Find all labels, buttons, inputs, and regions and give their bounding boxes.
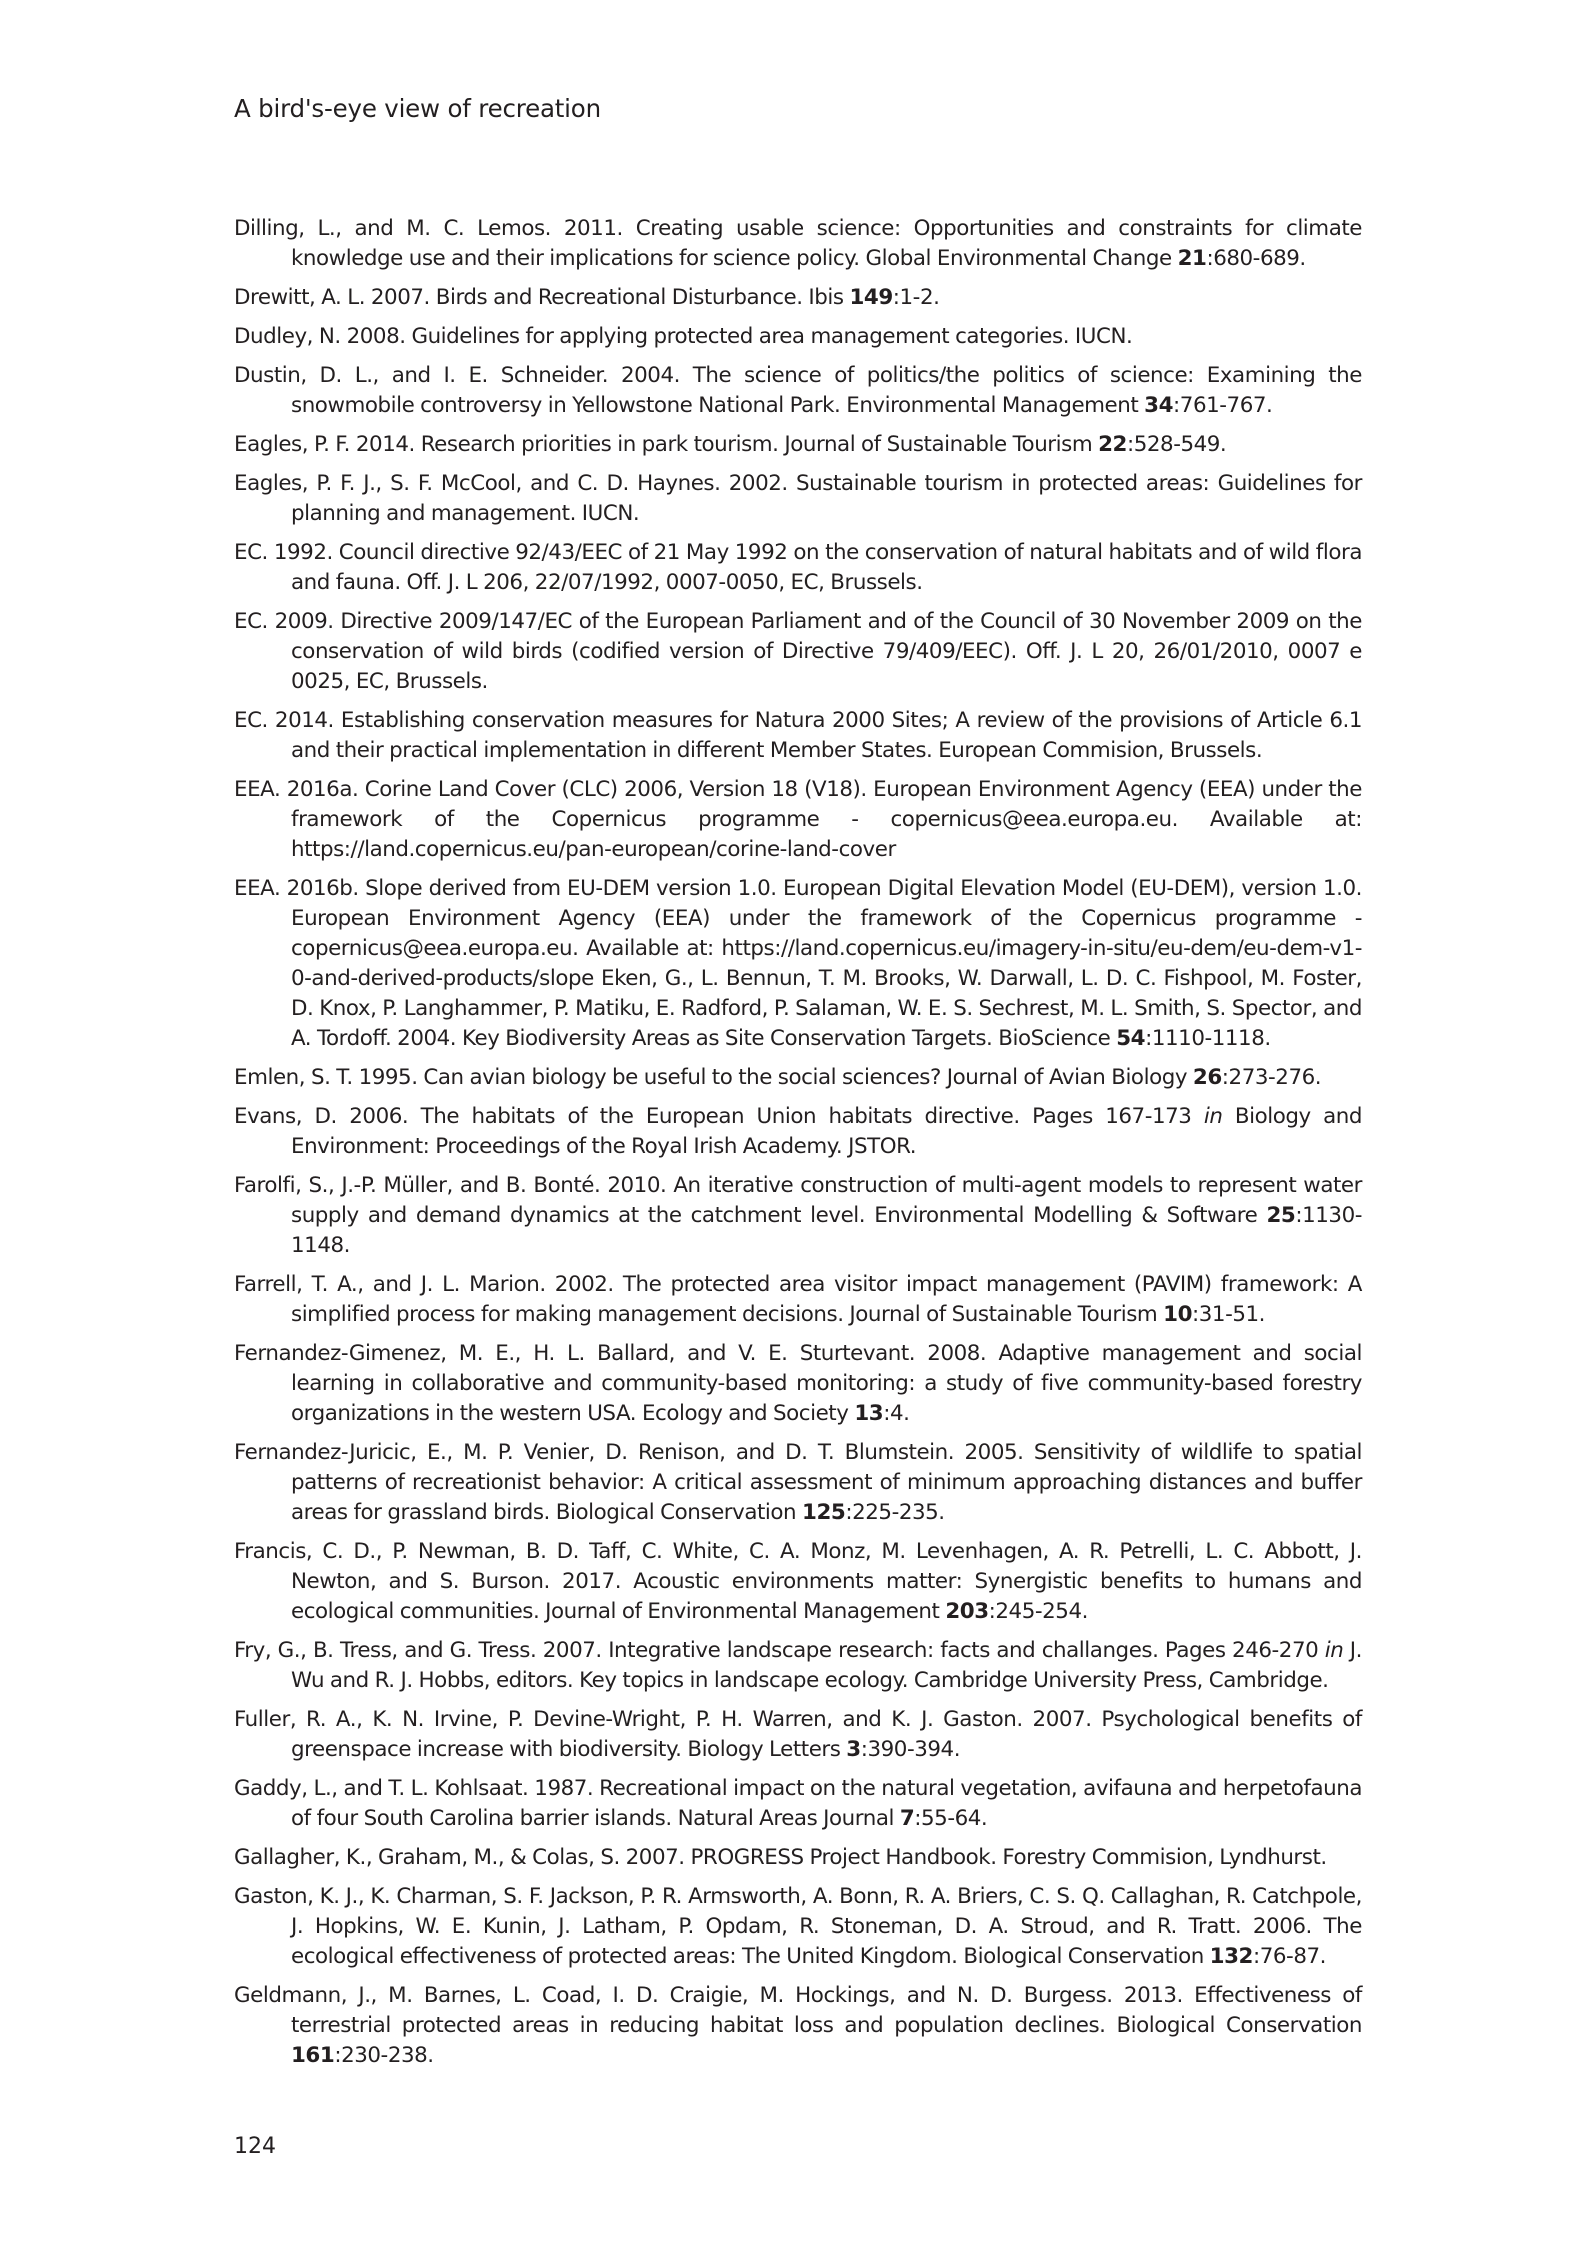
reference-item: Emlen, S. T. 1995. Can avian biology be useful to the social sciences? Journal of Avian Biology 26:273-276. — [234, 1065, 1322, 1090]
reference-item: Evans, D. 2006. The habitats of the European Union habitats directive. Pages 167-173 in Biology and Environment: Proceedings of the Royal Irish Academy. JSTOR. — [234, 1104, 1363, 1159]
reference-item: EC. 1992. Council directive 92/43/EEC of 21 May 1992 on the conservation of natural habitats and of wild flora and fauna. Off. J. L 206, 22/07/1992, 0007-0050, EC, Brussels. — [234, 540, 1362, 595]
reference-item: EC. 2014. Establishing conservation measures for Natura 2000 Sites; A review of the provisions of Article 6.1 and their practical implementation in different Member States. European Commision, Brussels. — [234, 708, 1362, 763]
reference-item: EEA. 2016a. Corine Land Cover (CLC) 2006, Version 18 (V18). European Environment Agency (EEA) under the framework of the Copernicus programme - copernicus@eea.europa.eu. Available at: https://land.copernicus.eu/pan-european/corine-land-cover — [234, 777, 1362, 862]
reference-item: Fernandez-Gimenez, M. E., H. L. Ballard, and V. E. Sturtevant. 2008. Adaptive management and social learning in collaborative and community-based monitoring: a study of five community-based forestry organizations in the western USA. Ecology and Society 13:4. — [234, 1341, 1362, 1426]
reference-item: Gaston, K. J., K. Charman, S. F. Jackson, P. R. Armsworth, A. Bonn, R. A. Briers, C. S. Q. Callaghan, R. Catchpole, J. Hopkins, W. E. Kunin, J. Latham, P. Opdam, R. Stoneman, D. A. Stroud, and R. Tratt. 2006. The ecological effectiveness of protected areas: The United Kingdom. Biological Conservation 132:76-87. — [234, 1884, 1362, 1969]
reference-item: Dustin, D. L., and I. E. Schneider. 2004. The science of politics/the politics of science: Examining the snowmobile controversy in Yellowstone National Park. Environmental Management 34:761-767. — [234, 363, 1362, 418]
reference-item: Fuller, R. A., K. N. Irvine, P. Devine-Wright, P. H. Warren, and K. J. Gaston. 2007. Psychological benefits of greenspace increase with biodiversity. Biology Letters 3:390-394. — [234, 1707, 1362, 1762]
running-title: A bird's-eye view of recreation — [234, 94, 601, 123]
reference-item: Gaddy, L., and T. L. Kohlsaat. 1987. Recreational impact on the natural vegetation, avifauna and herpetofauna of four South Carolina barrier islands. Natural Areas Journal 7:55-64. — [234, 1776, 1362, 1831]
reference-item: Gallagher, K., Graham, M., & Colas, S. 2007. PROGRESS Project Handbook. Forestry Commision, Lyndhurst. — [234, 1845, 1327, 1870]
reference-item: Eagles, P. F. 2014. Research priorities in park tourism. Journal of Sustainable Tourism 22:528-549. — [234, 432, 1227, 457]
reference-item: Drewitt, A. L. 2007. Birds and Recreational Disturbance. Ibis 149:1-2. — [234, 285, 940, 310]
reference-item: Dilling, L., and M. C. Lemos. 2011. Creating usable science: Opportunities and constraints for climate knowledge use and their implications for science policy. Global Environmental Change 21:680-689. — [234, 216, 1362, 271]
reference-item: Eagles, P. F. J., S. F. McCool, and C. D. Haynes. 2002. Sustainable tourism in protected areas: Guidelines for planning and management. IUCN. — [234, 471, 1362, 526]
reference-item: Fry, G., B. Tress, and G. Tress. 2007. Integrative landscape research: facts and challanges. Pages 246-270 in J. Wu and R. J. Hobbs, editors. Key topics in landscape ecology. Cambridge University Press, Cambridge. — [234, 1638, 1362, 1693]
reference-item: Geldmann, J., M. Barnes, L. Coad, I. D. Craigie, M. Hockings, and N. D. Burgess. 2013. Effectiveness of terrestrial protected areas in reducing habitat loss and population declines. Biological Conservation 161:230-238. — [234, 1983, 1362, 2068]
reference-item: EC. 2009. Directive 2009/147/EC of the European Parliament and of the Council of 30 November 2009 on the conservation of wild birds (codified version of Directive 79/409/EEC). Off. J. L 20, 26/01/2010, 0007 e 0025, EC, Brussels. — [234, 609, 1362, 694]
reference-item: Fernandez-Juricic, E., M. P. Venier, D. Renison, and D. T. Blumstein. 2005. Sensitivity of wildlife to spatial patterns of recreationist behavior: A critical assessment of minimum approaching distances and buffer areas for grassland birds. Biological Conservation 125:225-235. — [234, 1440, 1362, 1525]
reference-item: Farrell, T. A., and J. L. Marion. 2002. The protected area visitor impact management (PAVIM) framework: A simplified process for making management decisions. Journal of Sustainable Tourism 10:31-51. — [234, 1272, 1362, 1327]
reference-list — [234, 214, 1362, 2080]
reference-item: EEA. 2016b. Slope derived from EU-DEM version 1.0. European Digital Elevation Model (EU-DEM), version 1.0. European Environment Agency (EEA) under the framework of the Copernicus programme - copernicus@eea.europa.eu. Available at: https://land.copernicus.eu/imagery-in-situ/eu-dem/eu-dem-v1-0-and-derived-products/slope Eken, G., L. Bennun, T. M. Brooks, W. Darwall, L. D. C. Fishpool, M. Foster, D. Knox, P. Langhammer, P. Matiku, E. Radford, P. Salaman, W. E. S. Sechrest, M. L. Smith, S. Spector, and A. Tordoff. 2004. Key Biodiversity Areas as Site Conservation Targets. BioScience 54:1110-1118. — [234, 876, 1362, 1051]
reference-item: Dudley, N. 2008. Guidelines for applying protected area management categories. IUCN. — [234, 324, 1133, 349]
page-number: 124 — [234, 2134, 276, 2159]
reference-item: Farolfi, S., J.-P. Müller, and B. Bonté. 2010. An iterative construction of multi-agent models to represent water supply and demand dynamics at the catchment level. Environmental Modelling & Software 25:1130-1148. — [234, 1173, 1362, 1258]
reference-item: Francis, C. D., P. Newman, B. D. Taff, C. White, C. A. Monz, M. Levenhagen, A. R. Petrelli, L. C. Abbott, J. Newton, and S. Burson. 2017. Acoustic environments matter: Synergistic benefits to humans and ecological communities. Journal of Environmental Management 203:245-254. — [234, 1539, 1362, 1624]
